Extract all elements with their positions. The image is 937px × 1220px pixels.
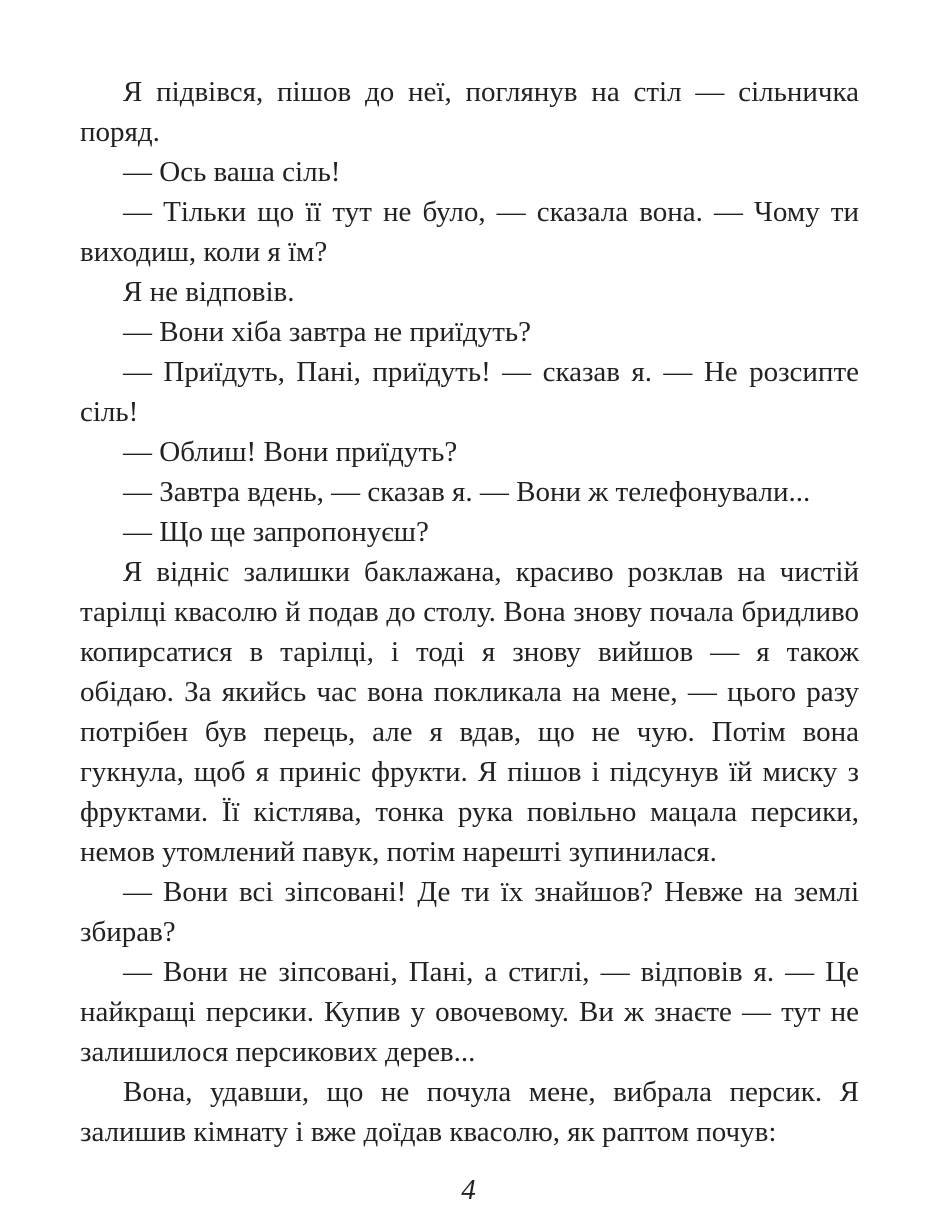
paragraph-8: — Завтра вдень, — сказав я. — Вони ж телефонували... — [123, 476, 811, 508]
paragraph-10: Я відніс залишки баклажана, красиво розклав на чистій тарілці квасолю й подав до столу. Вона знову почала бридливо копирсатися в тарілці, і тоді я знову вийшов — я також обідаю. За якийсь час вона покликала на мене, — цього разу потрібен був перець, але я вдав, що не чую. Потім вона гукнула, щоб я приніс фрукти. Я пішов і підсунув їй миску з фруктами. Її кістлява, тонка рука повільно мацала персики, немов утомлений павук, потім нарешті зупинилася. — [80, 556, 859, 868]
paragraph-9: — Що ще запропонуєш? — [123, 516, 429, 548]
page-number: 4 — [461, 1174, 476, 1206]
paragraph-1: Я підвівся, пішов до неї, поглянув на стіл — сільничка поряд. — [80, 76, 859, 148]
paragraph-2: — Ось ваша сіль! — [123, 156, 341, 188]
paragraph-6: — Приїдуть, Пані, приїдуть! — сказав я. — Не розсипте сіль! — [80, 356, 859, 428]
paragraph-12: — Вони не зіпсовані, Пані, а стиглі, — відповів я. — Це найкращі персики. Купив у овочевому. Ви ж знаєте — тут не залишилося персикових дерев... — [80, 956, 859, 1068]
paragraph-7: — Облиш! Вони приїдуть? — [123, 436, 458, 468]
paragraph-5: — Вони хіба завтра не приїдуть? — [123, 316, 532, 348]
page-body — [80, 72, 859, 1152]
paragraph-11: — Вони всі зіпсовані! Де ти їх знайшов? Невже на землі збирав? — [80, 876, 859, 948]
paragraph-4: Я не відповів. — [123, 276, 295, 308]
paragraph-3: — Тільки що її тут не було, — сказала вона. — Чому ти виходиш, коли я їм? — [80, 196, 859, 268]
paragraph-13: Вона, удавши, що не почула мене, вибрала персик. Я залишив кімнату і вже доїдав квасолю, як раптом почув: — [80, 1076, 859, 1148]
